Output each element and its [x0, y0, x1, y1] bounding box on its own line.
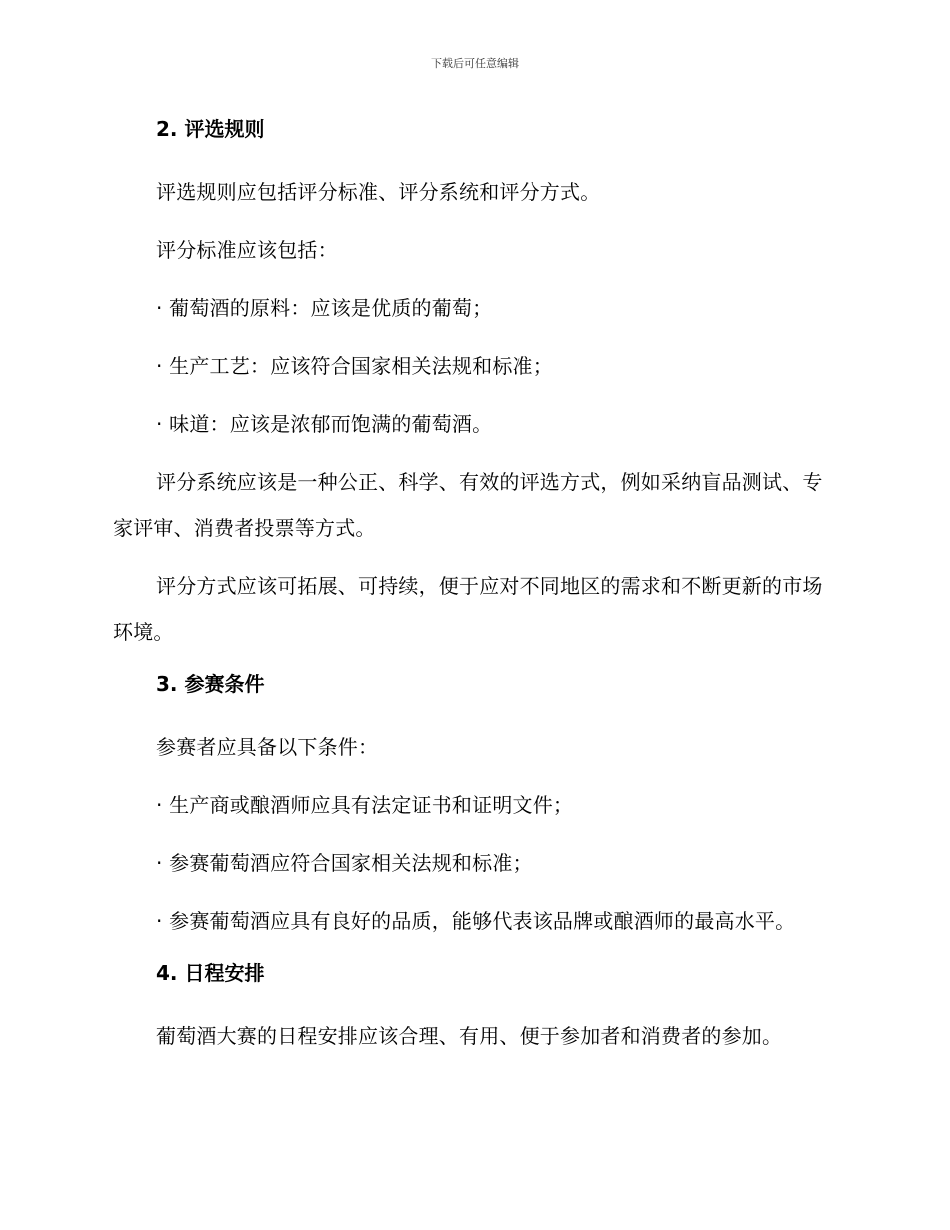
paragraph: 参赛者应具备以下条件：: [156, 735, 379, 759]
list-item: · 参赛葡萄酒应符合国家相关法规和标准；: [156, 851, 533, 875]
page-header: 下载后可任意编辑: [431, 57, 519, 70]
paragraph: 评分标准应该包括：: [156, 238, 338, 262]
section-heading-schedule: 4. 日程安排: [156, 961, 265, 985]
list-item: · 味道：应该是浓郁而饱满的葡萄酒。: [156, 412, 493, 436]
section-heading-conditions: 3. 参赛条件: [156, 672, 265, 696]
list-item: · 生产工艺：应该符合国家相关法规和标准；: [156, 354, 553, 378]
list-item: · 葡萄酒的原料：应该是优质的葡萄；: [156, 296, 493, 320]
paragraph: 评分方式应该可拓展、可持续，便于应对不同地区的需求和不断更新的市场环境。: [113, 574, 823, 644]
list-item: · 参赛葡萄酒应具有良好的品质，能够代表该品牌或酿酒师的最高水平。: [156, 909, 796, 933]
paragraph: 评分系统应该是一种公正、科学、有效的评选方式，例如采纳盲品测试、专家评审、消费者投票等方式。: [113, 470, 823, 540]
section-heading-rules: 2. 评选规则: [156, 117, 265, 141]
document-body: [113, 112, 833, 1071]
paragraph: 葡萄酒大赛的日程安排应该合理、有用、便于参加者和消费者的参加。: [156, 1024, 783, 1048]
paragraph: 评选规则应包括评分标准、评分系统和评分方式。: [156, 180, 601, 204]
list-item: · 生产商或酿酒师应具有法定证书和证明文件；: [156, 793, 574, 817]
